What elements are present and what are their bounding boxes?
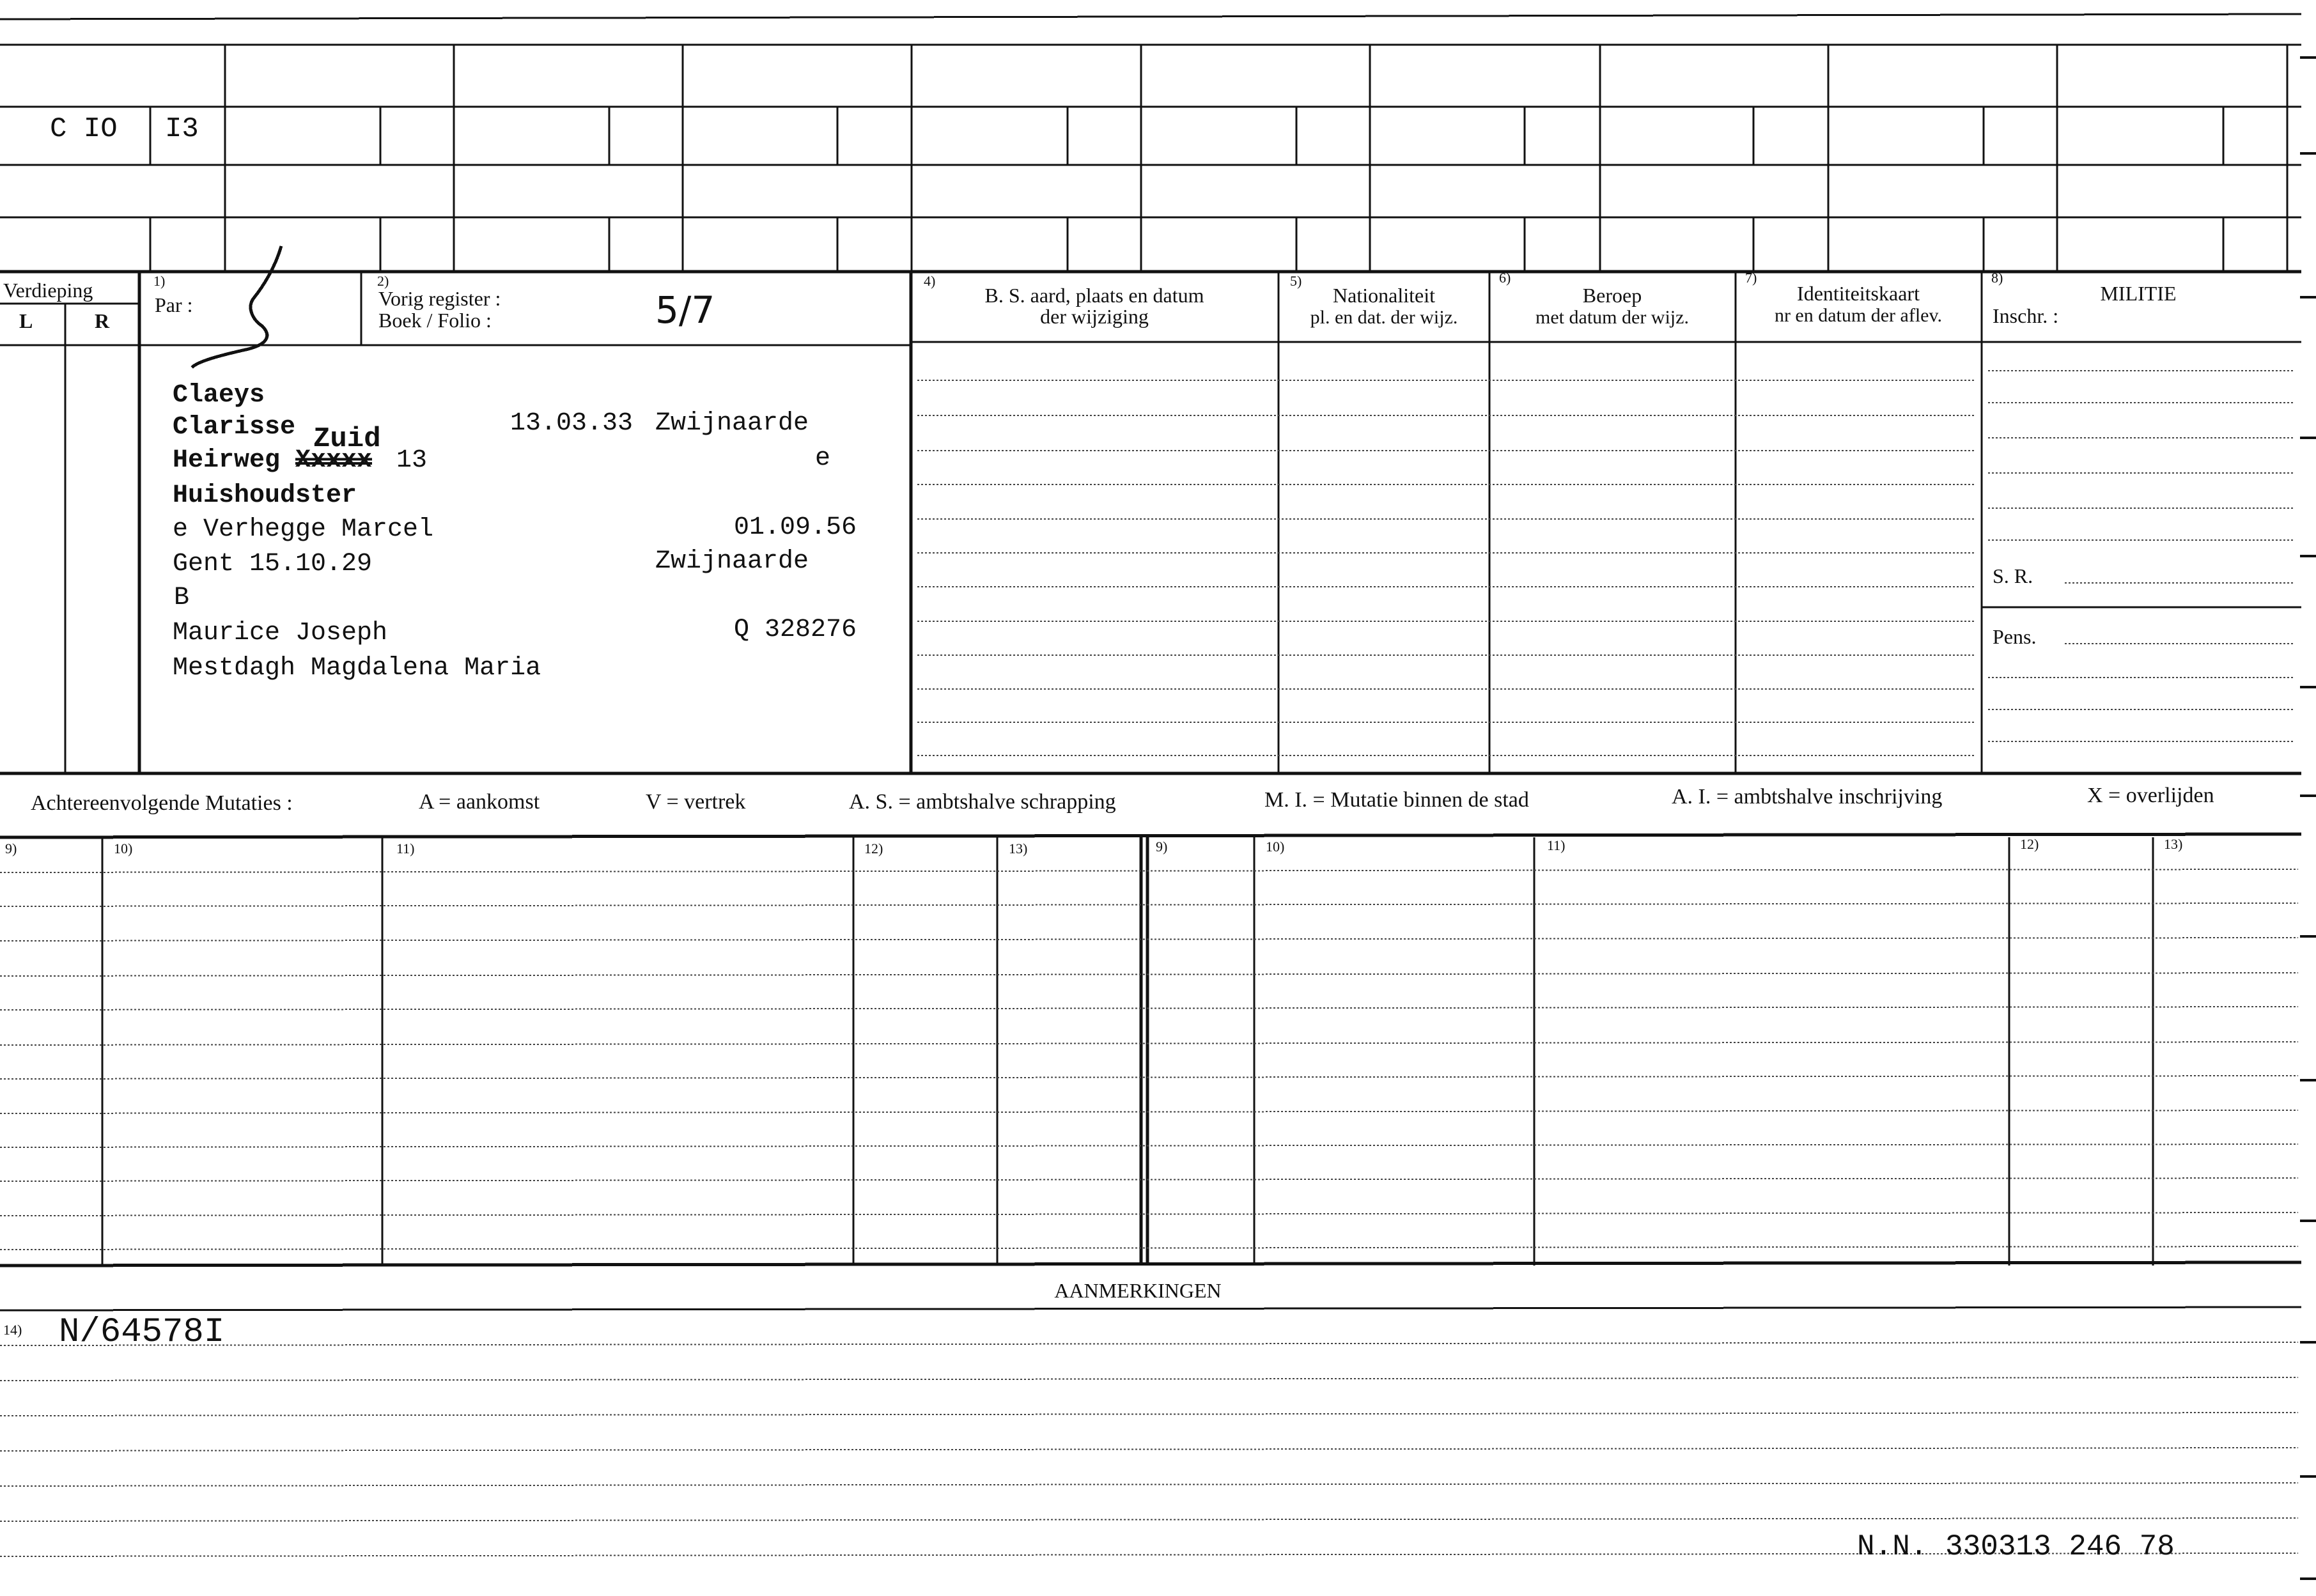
spouse-place: Zwijnaarde <box>655 547 809 576</box>
status-code: B <box>174 584 190 612</box>
militie-title: MILITIE <box>2100 282 2177 305</box>
pens-label: Pens. <box>1993 625 2037 648</box>
remarks-title: AANMERKINGEN <box>1054 1279 1222 1302</box>
col4-line1: B. S. aard, plaats en datum <box>984 284 1204 307</box>
inschr-label: Inschr. : <box>1993 304 2059 327</box>
mut-col-13b: 13) <box>2164 836 2183 852</box>
card-code-right: I3 <box>165 113 199 145</box>
birth-date: 13.03.33 <box>510 409 633 438</box>
mut-col-9b: 9) <box>1156 839 1168 855</box>
father: Maurice Joseph <box>173 619 388 647</box>
col5-line2: pl. en dat. der wijz. <box>1310 307 1458 328</box>
id-number: Q 328276 <box>734 616 857 644</box>
sr-label: S. R. <box>1993 564 2033 587</box>
verdieping-col-l: L <box>19 309 33 332</box>
col6-line2: met datum der wijz. <box>1535 307 1689 328</box>
vorig-number: 2) <box>377 273 389 289</box>
col4-line2: der wijziging <box>1040 305 1149 328</box>
surname: Claeys <box>173 381 265 410</box>
remarks-entry: N/64578I <box>59 1313 225 1352</box>
mut-col-10b: 10) <box>1266 839 1285 855</box>
mut-col-11b: 11) <box>1547 837 1566 853</box>
legend-internal-move: M. I. = Mutatie binnen de stad <box>1264 788 1529 812</box>
verdieping-title: Verdieping <box>3 279 93 302</box>
ordinal-mark: e <box>815 444 831 473</box>
national-number: N.N. 330313 246 78 <box>1857 1530 2175 1563</box>
col7-line2: nr en datum der aflev. <box>1774 305 1943 326</box>
mut-col-12: 12) <box>864 841 883 856</box>
firstname: Clarisse <box>173 413 296 442</box>
mut-col-13: 13) <box>1009 841 1028 856</box>
mut-col-10: 10) <box>114 841 133 856</box>
struck-word: Xxxxx <box>295 446 373 475</box>
par-label: Par : <box>155 293 193 316</box>
col6-number: 6) <box>1499 270 1511 286</box>
col5-line1: Nationaliteit <box>1333 284 1435 307</box>
birth-place: Zwijnaarde <box>655 409 809 438</box>
vorig-register-label: Vorig register : <box>378 287 501 310</box>
par-number: 1) <box>153 273 166 289</box>
col8-number: 8) <box>1991 270 2003 286</box>
street-correction: Zuid <box>313 423 381 455</box>
mut-col-11: 11) <box>396 841 415 856</box>
spouse: e Verhegge Marcel <box>173 515 434 544</box>
mut-col-9: 9) <box>5 841 17 856</box>
boek-folio-label: Boek / Folio : <box>378 309 492 332</box>
card-code-left: C IO <box>50 113 118 145</box>
mother: Mestdagh Magdalena Maria <box>173 654 541 683</box>
col6-line1: Beroep <box>1582 284 1642 307</box>
occupation: Huishoudster <box>173 481 357 510</box>
legend-death: X = overlijden <box>2087 784 2214 807</box>
remarks-number: 14) <box>3 1322 22 1338</box>
legend-strike-off: A. S. = ambtshalve schrapping <box>849 790 1116 814</box>
mut-col-12b: 12) <box>2020 836 2039 852</box>
col7-number: 7) <box>1745 270 1757 286</box>
street: Heirweg <box>173 446 281 475</box>
col7-line1: Identiteitskaart <box>1797 282 1920 305</box>
col4-number: 4) <box>924 273 936 289</box>
legend-arrival: A = aankomst <box>419 790 540 814</box>
boek-folio-value: 5/7 <box>655 288 715 332</box>
verdieping-col-r: R <box>95 309 110 332</box>
spouse-birth: Gent 15.10.29 <box>173 550 373 578</box>
col5-number: 5) <box>1290 273 1302 289</box>
mutations-title: Achtereenvolgende Mutaties : <box>31 791 293 815</box>
legend-registration: A. I. = ambtshalve inschrijving <box>1672 785 1943 809</box>
marriage-date: 01.09.56 <box>734 513 857 542</box>
house-number: 13 <box>396 446 428 475</box>
legend-departure: V = vertrek <box>646 790 746 814</box>
